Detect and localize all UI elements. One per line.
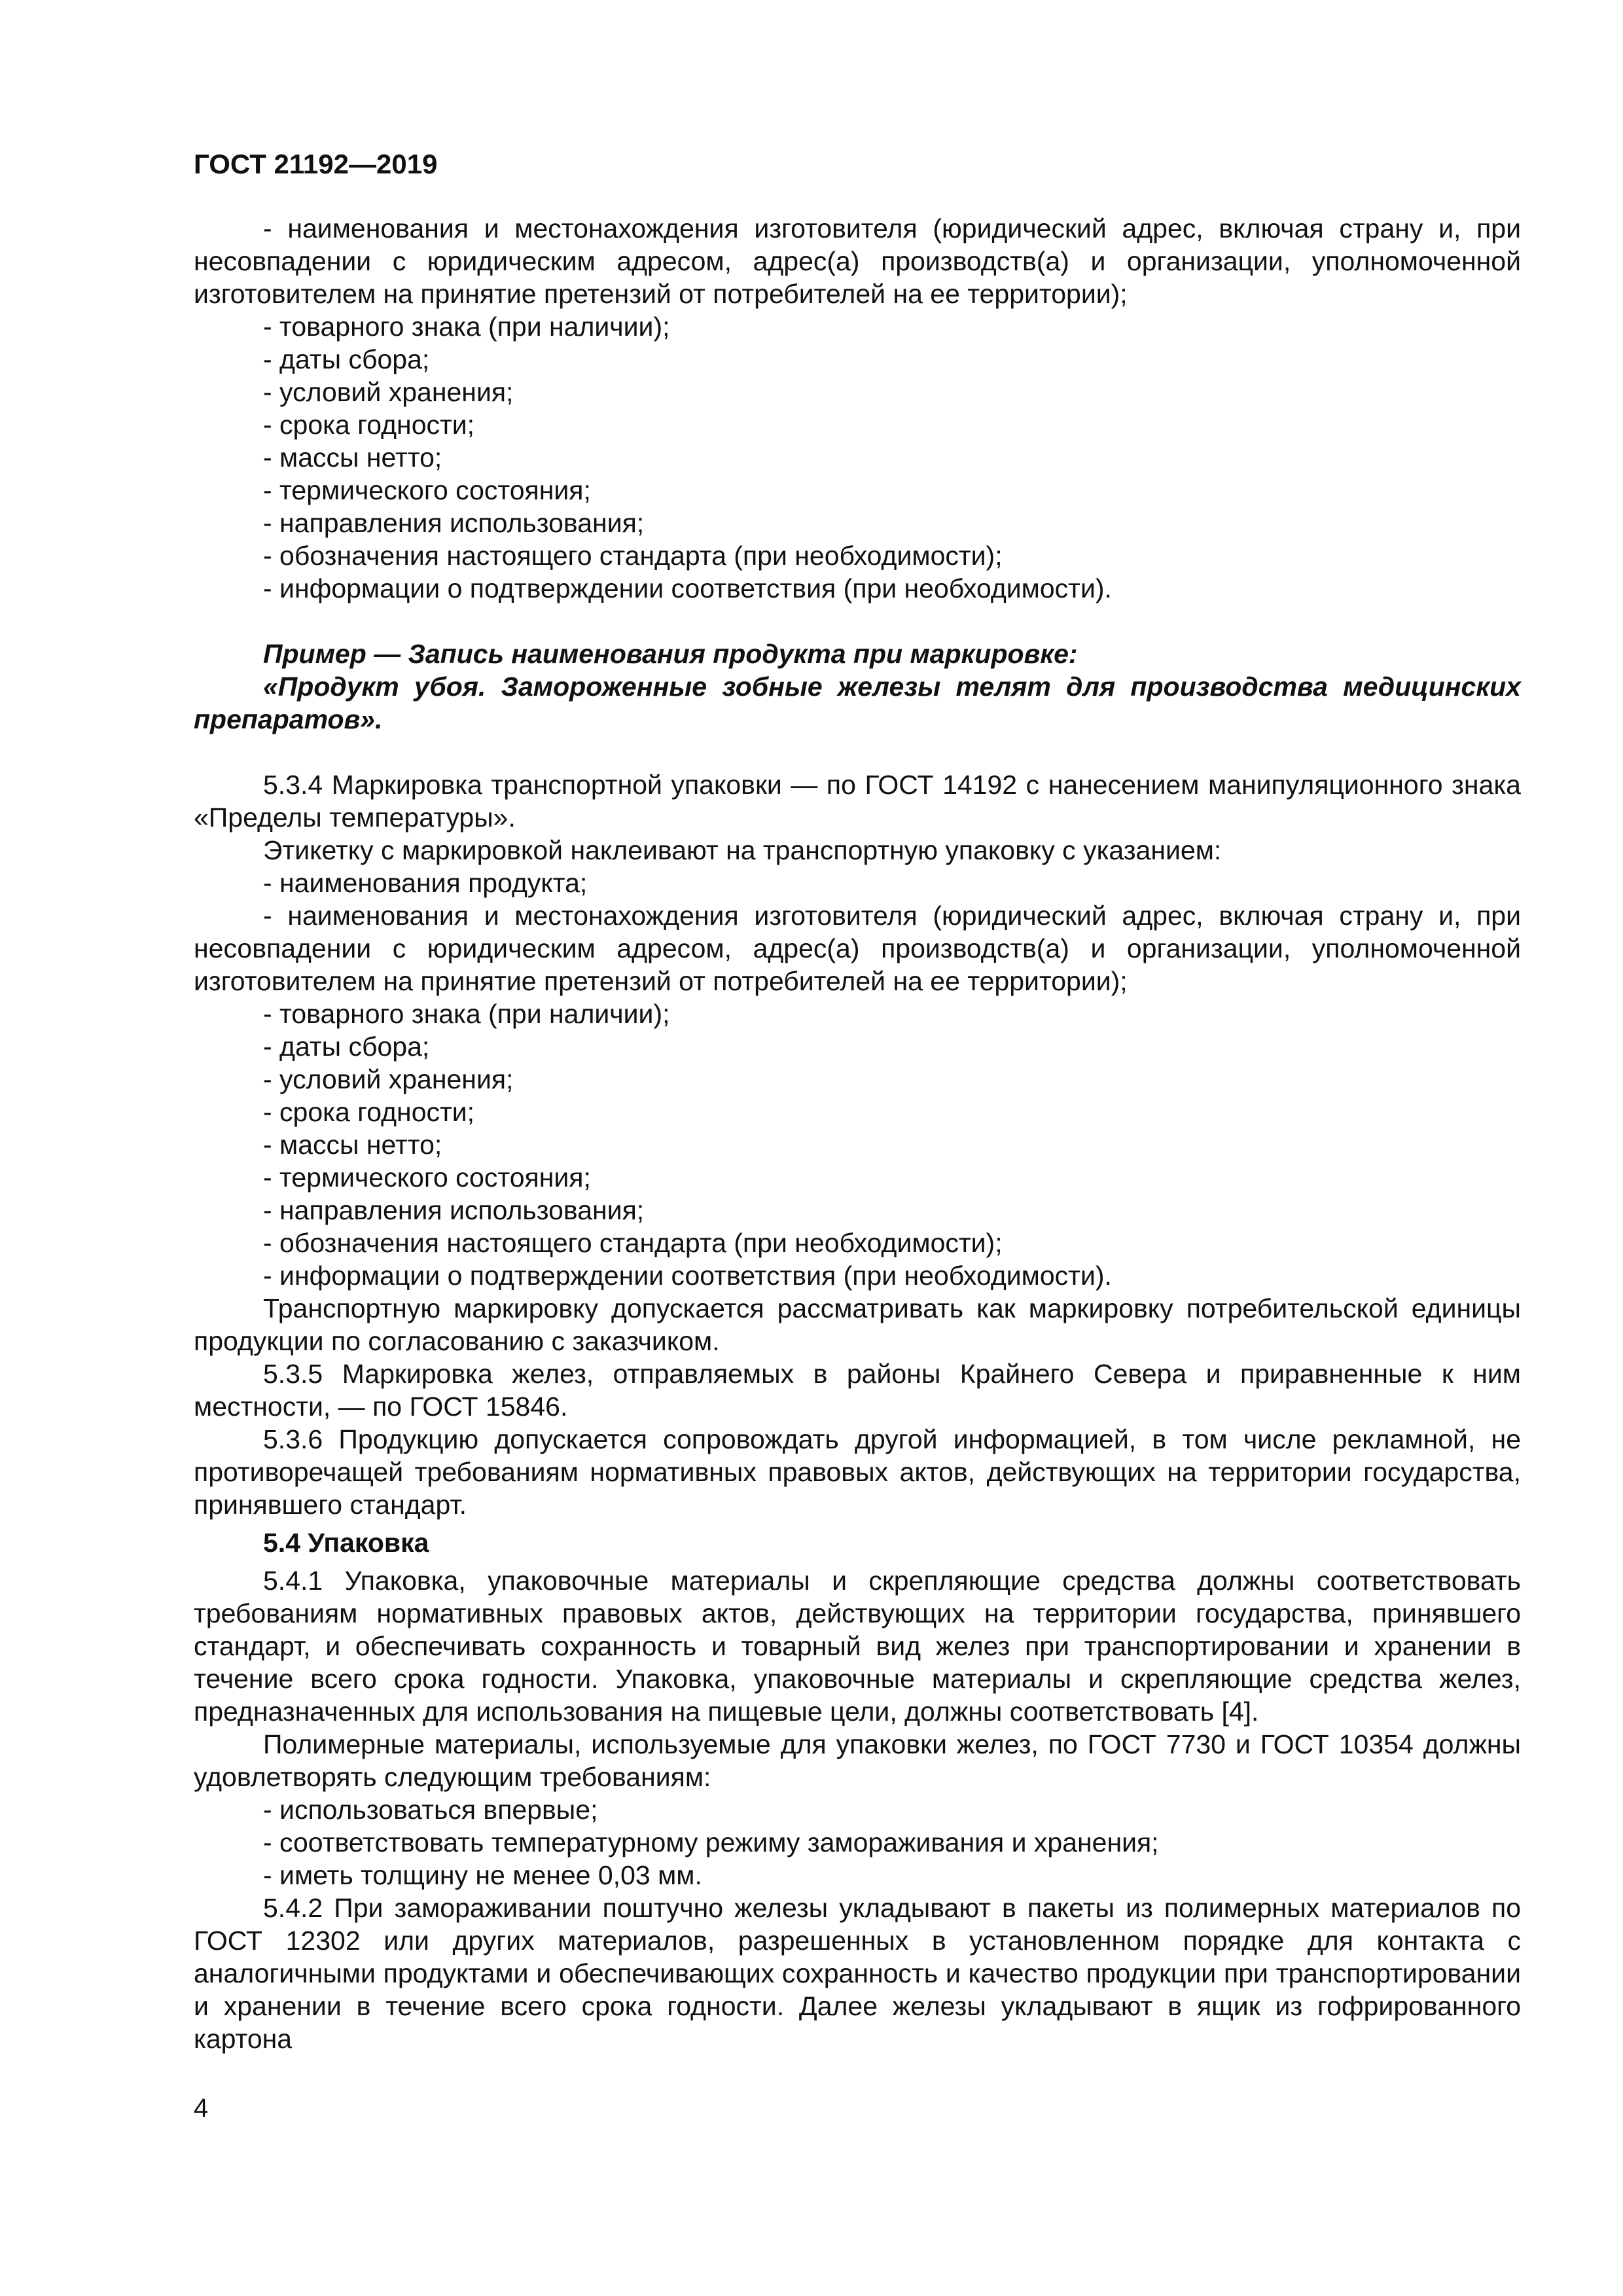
clause-5-4-2: 5.4.2 При замораживании поштучно железы укладывают в пакеты из полимерных материалов по ГОСТ 12302 или других материалов, разрешенных в установленном порядке для контакта с аналогичными продуктами и обеспечивающих сохранность и качество продукции при транспортировании и хранении в течение всего срока годности. Далее железы укладывают в ящик из гофрированного картона — [194, 1893, 1521, 2054]
example-text: «Продукт убоя. Замороженные зобные железы телят для производства медицинских препаратов». — [194, 672, 1521, 734]
label-list-item: - термического состояния; — [263, 1162, 591, 1193]
clause-5-3-5: 5.3.5 Маркировка желез, отправляемых в районы Крайнего Севера и приравненные к ним местности, — по ГОСТ 15846. — [194, 1359, 1521, 1422]
polymer-list-item: - использоваться впервые; — [263, 1795, 598, 1825]
intro-list-item: - условий хранения; — [263, 377, 514, 407]
intro-list-item: - информации о подтверждении соответствия (при необходимости). — [263, 573, 1112, 603]
label-list-item: - информации о подтверждении соответствия (при необходимости). — [263, 1261, 1112, 1291]
clause-5-3-4-transport: Транспортную маркировку допускается рассматривать как маркировку потребительской единицы продукции по согласованию с заказчиком. — [194, 1293, 1521, 1356]
label-list-item: - обозначения настоящего стандарта (при необходимости); — [263, 1228, 1003, 1258]
clause-5-4-1-polymers: Полимерные материалы, используемые для упаковки желез, по ГОСТ 7730 и ГОСТ 10354 должны удовлетворять следующим требованиям: — [194, 1729, 1521, 1792]
clause-5-3-4-label-intro: Этикетку с маркировкой наклеивают на транспортную упаковку с указанием: — [263, 835, 1222, 865]
intro-list-item: - наименования и местонахождения изготовителя (юридический адрес, включая страну и, при несовпадении с юридическим адресом, адрес(а) производств(а) и организации, уполномоченной изготовителем на принятие претензий от потребителей на ее территории); — [194, 213, 1521, 309]
intro-list-item: - направления использования; — [263, 508, 645, 538]
label-list-item: - наименования и местонахождения изготовителя (юридический адрес, включая страну и, при несовпадении с юридическим адресом, адрес(а) производств(а) и организации, уполномоченной изготовителем на принятие претензий от потребителей на ее территории); — [194, 901, 1521, 996]
clause-5-3-6: 5.3.6 Продукцию допускается сопровождать другой информацией, в том числе рекламной, не противоречащей требованиям нормативных правовых актов, действующих на территории государства, принявшего стандарт. — [194, 1424, 1521, 1520]
clause-5-4-1: 5.4.1 Упаковка, упаковочные материалы и скрепляющие средства должны соответствовать требованиям нормативных правовых актов, действующих на территории государства, принявшего стандарт, и обеспечивать сохранность и товарный вид желез при транспортировании и хранении в течение всего срока годности. Упаковка, упаковочные материалы и скрепляющие средства желез, предназначенных для использования на пищевые цели, должны соответствовать [4]. — [194, 1566, 1521, 1727]
section-heading-5-4: 5.4 Упаковка — [263, 1528, 429, 1558]
polymer-list-item: - иметь толщину не менее 0,03 мм. — [263, 1860, 702, 1890]
example-block — [194, 637, 1521, 736]
intro-list-item: - срока годности; — [263, 410, 475, 440]
intro-list-item: - товарного знака (при наличии); — [263, 312, 670, 342]
intro-list-item: - массы нетто; — [263, 442, 442, 473]
intro-list-item: - обозначения настоящего стандарта (при необходимости); — [263, 541, 1003, 571]
intro-list-item: - даты сбора; — [263, 344, 430, 374]
page-number: 4 — [194, 2094, 209, 2123]
clause-5-3-4: 5.3.4 Маркировка транспортной упаковки — по ГОСТ 14192 с нанесением манипуляционного знака «Пределы температуры». — [194, 770, 1521, 833]
label-list-item: - наименования продукта; — [263, 868, 588, 898]
label-list-item: - направления использования; — [263, 1195, 645, 1225]
label-list-item: - товарного знака (при наличии); — [263, 999, 670, 1029]
document-header: ГОСТ 21192—2019 — [194, 149, 438, 179]
label-list-item: - срока годности; — [263, 1097, 475, 1127]
label-list-item: - даты сбора; — [263, 1031, 430, 1062]
polymer-list-item: - соответствовать температурному режиму замораживания и хранения; — [263, 1827, 1159, 1857]
label-list-item: - массы нетто; — [263, 1130, 442, 1160]
label-list-item: - условий хранения; — [263, 1064, 514, 1094]
example-title: Пример — Запись наименования продукта при маркировке: — [263, 639, 1078, 669]
intro-list-item: - термического состояния; — [263, 475, 591, 505]
document-page — [194, 148, 1521, 2055]
